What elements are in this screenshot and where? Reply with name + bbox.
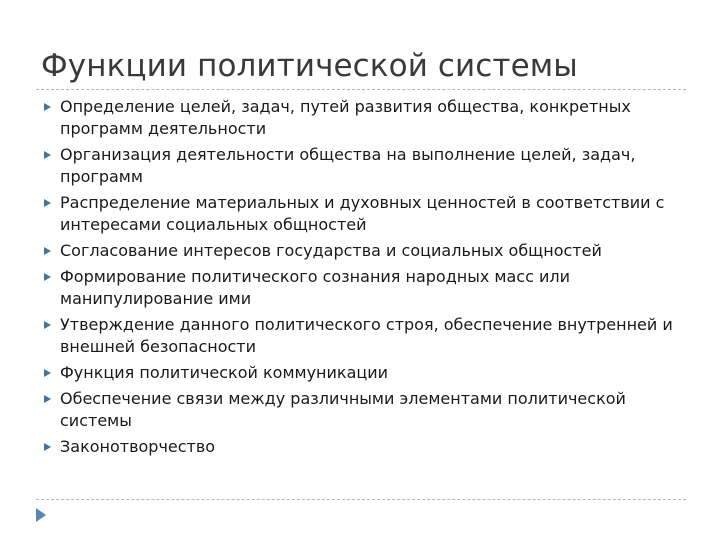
bullet-text: Согласование интересов государства и социальных общностей [60, 241, 602, 260]
bullet-text: Функция политической коммуникации [60, 363, 389, 382]
bullet-text: Определение целей, задач, путей развития общества, конкретных программ деятельности [60, 97, 631, 138]
triangle-bullet-icon [44, 199, 51, 207]
footer-divider [36, 499, 686, 500]
list-item [42, 436, 682, 458]
list-item [42, 144, 682, 188]
triangle-bullet-icon [44, 103, 51, 111]
bullet-text: Распределение материальных и духовных ценностей в соответствии с интересами социальных общностей [60, 193, 665, 234]
triangle-bullet-icon [44, 247, 51, 255]
title-divider [36, 89, 686, 90]
list-item [42, 362, 682, 384]
bullet-text: Утверждение данного политического строя, обеспечение внутренней и внешней безопасности [60, 315, 673, 356]
triangle-bullet-icon [44, 395, 51, 403]
triangle-bullet-icon [44, 369, 51, 377]
slide-title: Функции политической системы [41, 48, 578, 84]
list-item [42, 240, 682, 262]
bullet-text: Обеспечение связи между различными элементами политической системы [60, 389, 626, 430]
list-item [42, 96, 682, 140]
list-item [42, 314, 682, 358]
triangle-bullet-icon [44, 321, 51, 329]
bullet-text: Законотворчество [60, 437, 216, 456]
triangle-bullet-icon [44, 443, 51, 451]
triangle-bullet-icon [44, 151, 51, 159]
bullet-text: Организация деятельности общества на выполнение целей, задач, программ [60, 145, 636, 186]
bullet-list [42, 96, 682, 462]
list-item [42, 388, 682, 432]
triangle-bullet-icon [44, 273, 51, 281]
triangle-right-icon[interactable] [36, 508, 46, 522]
list-item [42, 266, 682, 310]
bullet-text: Формирование политического сознания народных масс или манипулирование ими [60, 267, 571, 308]
list-item [42, 192, 682, 236]
